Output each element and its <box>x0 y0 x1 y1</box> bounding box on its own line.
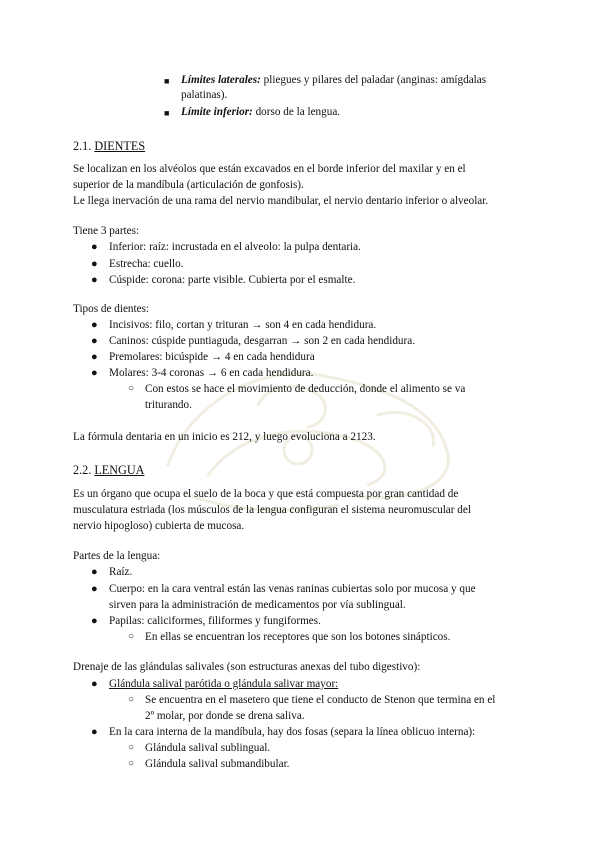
list-item: Papilas: caliciformes, filiformes y fungiformes. <box>109 615 321 627</box>
bullet-icon: ● <box>91 583 98 595</box>
bullet-icon: ● <box>91 351 98 363</box>
paragraph-line: La fórmula dentaria en un inicio es 212, y luego evoluciona a 2123. <box>73 431 376 443</box>
circle-bullet-icon: ○ <box>128 383 135 394</box>
list-item: Estrecha: cuello. <box>109 258 184 270</box>
sub-list-item: Glándula salival sublingual. <box>145 742 271 754</box>
square-bullet-icon: ■ <box>164 76 170 86</box>
sub-list-item: Glándula salival submandibular. <box>145 758 290 770</box>
square-bullet-icon: ■ <box>164 108 170 118</box>
list-item: Inferior: raíz: incrustada en el alveolo: la pulpa dentaria. <box>109 241 361 253</box>
list-intro: Tiene 3 partes: <box>73 225 140 237</box>
paragraph-line: Se localizan en los alvéolos que están excavados en el borde inferior del maxilar y en el <box>73 163 466 175</box>
list-item-limite-inferior: Límite inferior: dorso de la lengua. <box>181 106 341 118</box>
paragraph-line: nervio hipogloso) cubierta de mucosa. <box>73 520 245 532</box>
list-item: En la cara interna de la mandíbula, hay dos fosas (separa la línea oblicuo interna): <box>109 726 476 738</box>
paragraph-line: musculatura estriada (los músculos de la lengua configuran el sistema neuromuscular del <box>73 504 471 516</box>
bullet-icon: ● <box>91 241 98 253</box>
bullet-icon: ● <box>91 258 98 270</box>
sub-list-item: Con estos se hace el movimiento de deducción, donde el alimento se va <box>145 383 466 395</box>
circle-bullet-icon: ○ <box>128 758 135 769</box>
list-item-continuation: palatinas). <box>181 89 228 101</box>
circle-bullet-icon: ○ <box>128 631 135 642</box>
list-item: Raíz. <box>109 566 133 578</box>
bullet-icon: ● <box>91 726 98 738</box>
sub-list-item: Se encuentra en el masetero que tiene el conducto de Stenon que termina en el <box>145 694 496 706</box>
section-heading-lengua: 2.2. LENGUA <box>73 463 145 477</box>
sub-list-item: En ellas se encuentran los receptores que son los botones sinápticos. <box>145 631 451 643</box>
sub-list-item-continuation: triturando. <box>145 399 192 411</box>
list-item: Cúspide: corona: parte visible. Cubierta por el esmalte. <box>109 274 356 286</box>
circle-bullet-icon: ○ <box>128 742 135 753</box>
bullet-icon: ● <box>91 319 98 331</box>
list-item: Premolares: bicúspide → 4 en cada hendidura <box>109 351 315 363</box>
paragraph-line: Le llega inervación de una rama del nervio mandibular, el nervio dentario inferior o alveolar. <box>73 195 489 207</box>
list-item-continuation: sirven para la administración de medicamentos por vía sublingual. <box>109 599 406 611</box>
bullet-icon: ● <box>91 615 98 627</box>
list-item: Molares: 3-4 coronas → 6 en cada hendidura. <box>109 367 314 379</box>
bullet-icon: ● <box>91 566 98 578</box>
bullet-icon: ● <box>91 367 98 379</box>
list-item: Incisivos: filo, cortan y trituran → son 4 en cada hendidura. <box>109 319 377 331</box>
list-item-parotida: Glándula salival parótida o glándula salivar mayor: <box>109 678 339 690</box>
circle-bullet-icon: ○ <box>128 694 135 705</box>
paragraph-line: superior de la mandíbula (articulación de gonfosis). <box>73 179 304 191</box>
list-intro: Drenaje de las glándulas salivales (son estructuras anexas del tubo digestivo): <box>73 661 421 673</box>
section-heading-dientes: 2.1. DIENTES <box>73 139 146 153</box>
list-intro: Partes de la lengua: <box>73 550 161 562</box>
list-item: Cuerpo: en la cara ventral están las venas raninas cubiertas solo por mucosa y que <box>109 583 476 595</box>
list-intro: Tipos de dientes: <box>73 303 150 315</box>
paragraph-line: Es un órgano que ocupa el suelo de la boca y que está compuesta por gran cantidad de <box>73 488 459 500</box>
sub-list-item-continuation: 2º molar, por donde se drena saliva. <box>145 710 305 722</box>
bullet-icon: ● <box>91 335 98 347</box>
list-item-limites-laterales: Límites laterales: pliegues y pilares del paladar (anginas: amígdalas <box>181 74 487 86</box>
bullet-icon: ● <box>91 274 98 286</box>
bullet-icon: ● <box>91 678 98 690</box>
list-item: Caninos: cúspide puntiaguda, desgarran → son 2 en cada hendidura. <box>109 335 416 347</box>
